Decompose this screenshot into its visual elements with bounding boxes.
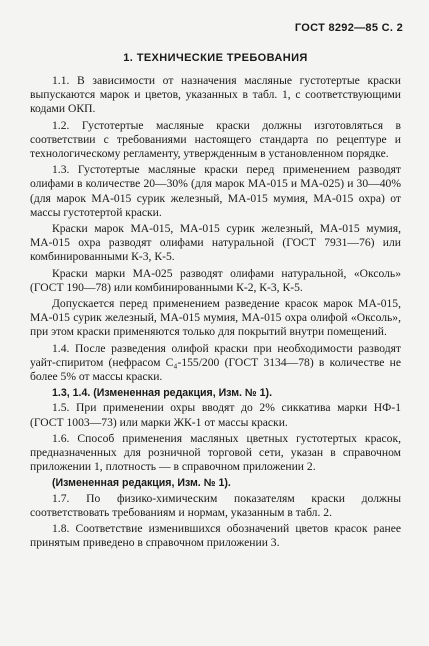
- paragraph: 1.4. После разведения олифой краски при необходимости разводят уайт-спиритом (нефрасом С₄-155/200 (ГОСТ 3134—78) в количестве не более 5% от массы краски.: [30, 341, 401, 384]
- paragraph: 1.2. Густотертые масляные краски должны изготовляться в соответствии с требованиями настоящего стандарта по рецептуре и технологическому регламенту, утвержденным в установленном порядке.: [30, 118, 401, 161]
- amendment-note: (Измененная редакция, Изм. № 1).: [52, 477, 231, 490]
- paragraph: 1.5. При применении охры вводят до 2% сиккатива марки НФ-1 (ГОСТ 1003—73) или марки ЖК-1 от массы краски.: [30, 401, 401, 429]
- paragraph: Краски марки МА-025 разводят олифами натуральной, «Оксоль» (ГОСТ 190—78) или комбинированными К-2, К-3, К-5.: [30, 266, 401, 294]
- document-body: [30, 74, 401, 551]
- amendment-note: 1.3, 1.4. (Измененная редакция, Изм. № 1).: [52, 387, 273, 400]
- section-title: 1. ТЕХНИЧЕСКИЕ ТРЕБОВАНИЯ: [123, 52, 308, 64]
- paragraph: Допускается перед применением разведение красок марок МА-015, МА-015 сурик железный, МА-015 мумия, МА-015 охра олифой «Оксоль», при этом краски применяются только для покрытий внутри помещений.: [30, 297, 401, 339]
- paragraph: Краски марок МА-015, МА-015 сурик железный, МА-015 мумия, МА-015 охра разводят олифами натуральной (ГОСТ 7931—76) или комбинированными К-3, К-5.: [30, 222, 401, 264]
- doc-reference: ГОСТ 8292—85 С. 2: [294, 22, 403, 34]
- paragraph: 1.1. В зависимости от назначения масляные густотертые краски выпускаются марок и цветов, указанных в табл. 1, с соответствующими кодами ОКП.: [30, 74, 401, 116]
- paragraph: 1.7. По физико-химическим показателям краски должны соответствовать требованиям и нормам, указанным в табл. 2.: [30, 491, 401, 519]
- paragraph: 1.3. Густотертые масляные краски перед применением разводят олифами в количестве 20—30% (для марок МА-015 и МА-025) и 30—40% (для марок МА-015 сурик железный, МА-015 мумия, МА-015 охра) от массы густотертой краски.: [30, 163, 401, 219]
- paragraph: 1.6. Способ применения масляных цветных густотертых красок, предназначенных для розничной торговой сети, указан в справочном приложении 1, плотность — в справочном приложении 2.: [30, 431, 401, 474]
- paragraph: 1.8. Соответствие изменившихся обозначений цветов красок ранее принятым приведено в справочном приложении 3.: [30, 522, 401, 550]
